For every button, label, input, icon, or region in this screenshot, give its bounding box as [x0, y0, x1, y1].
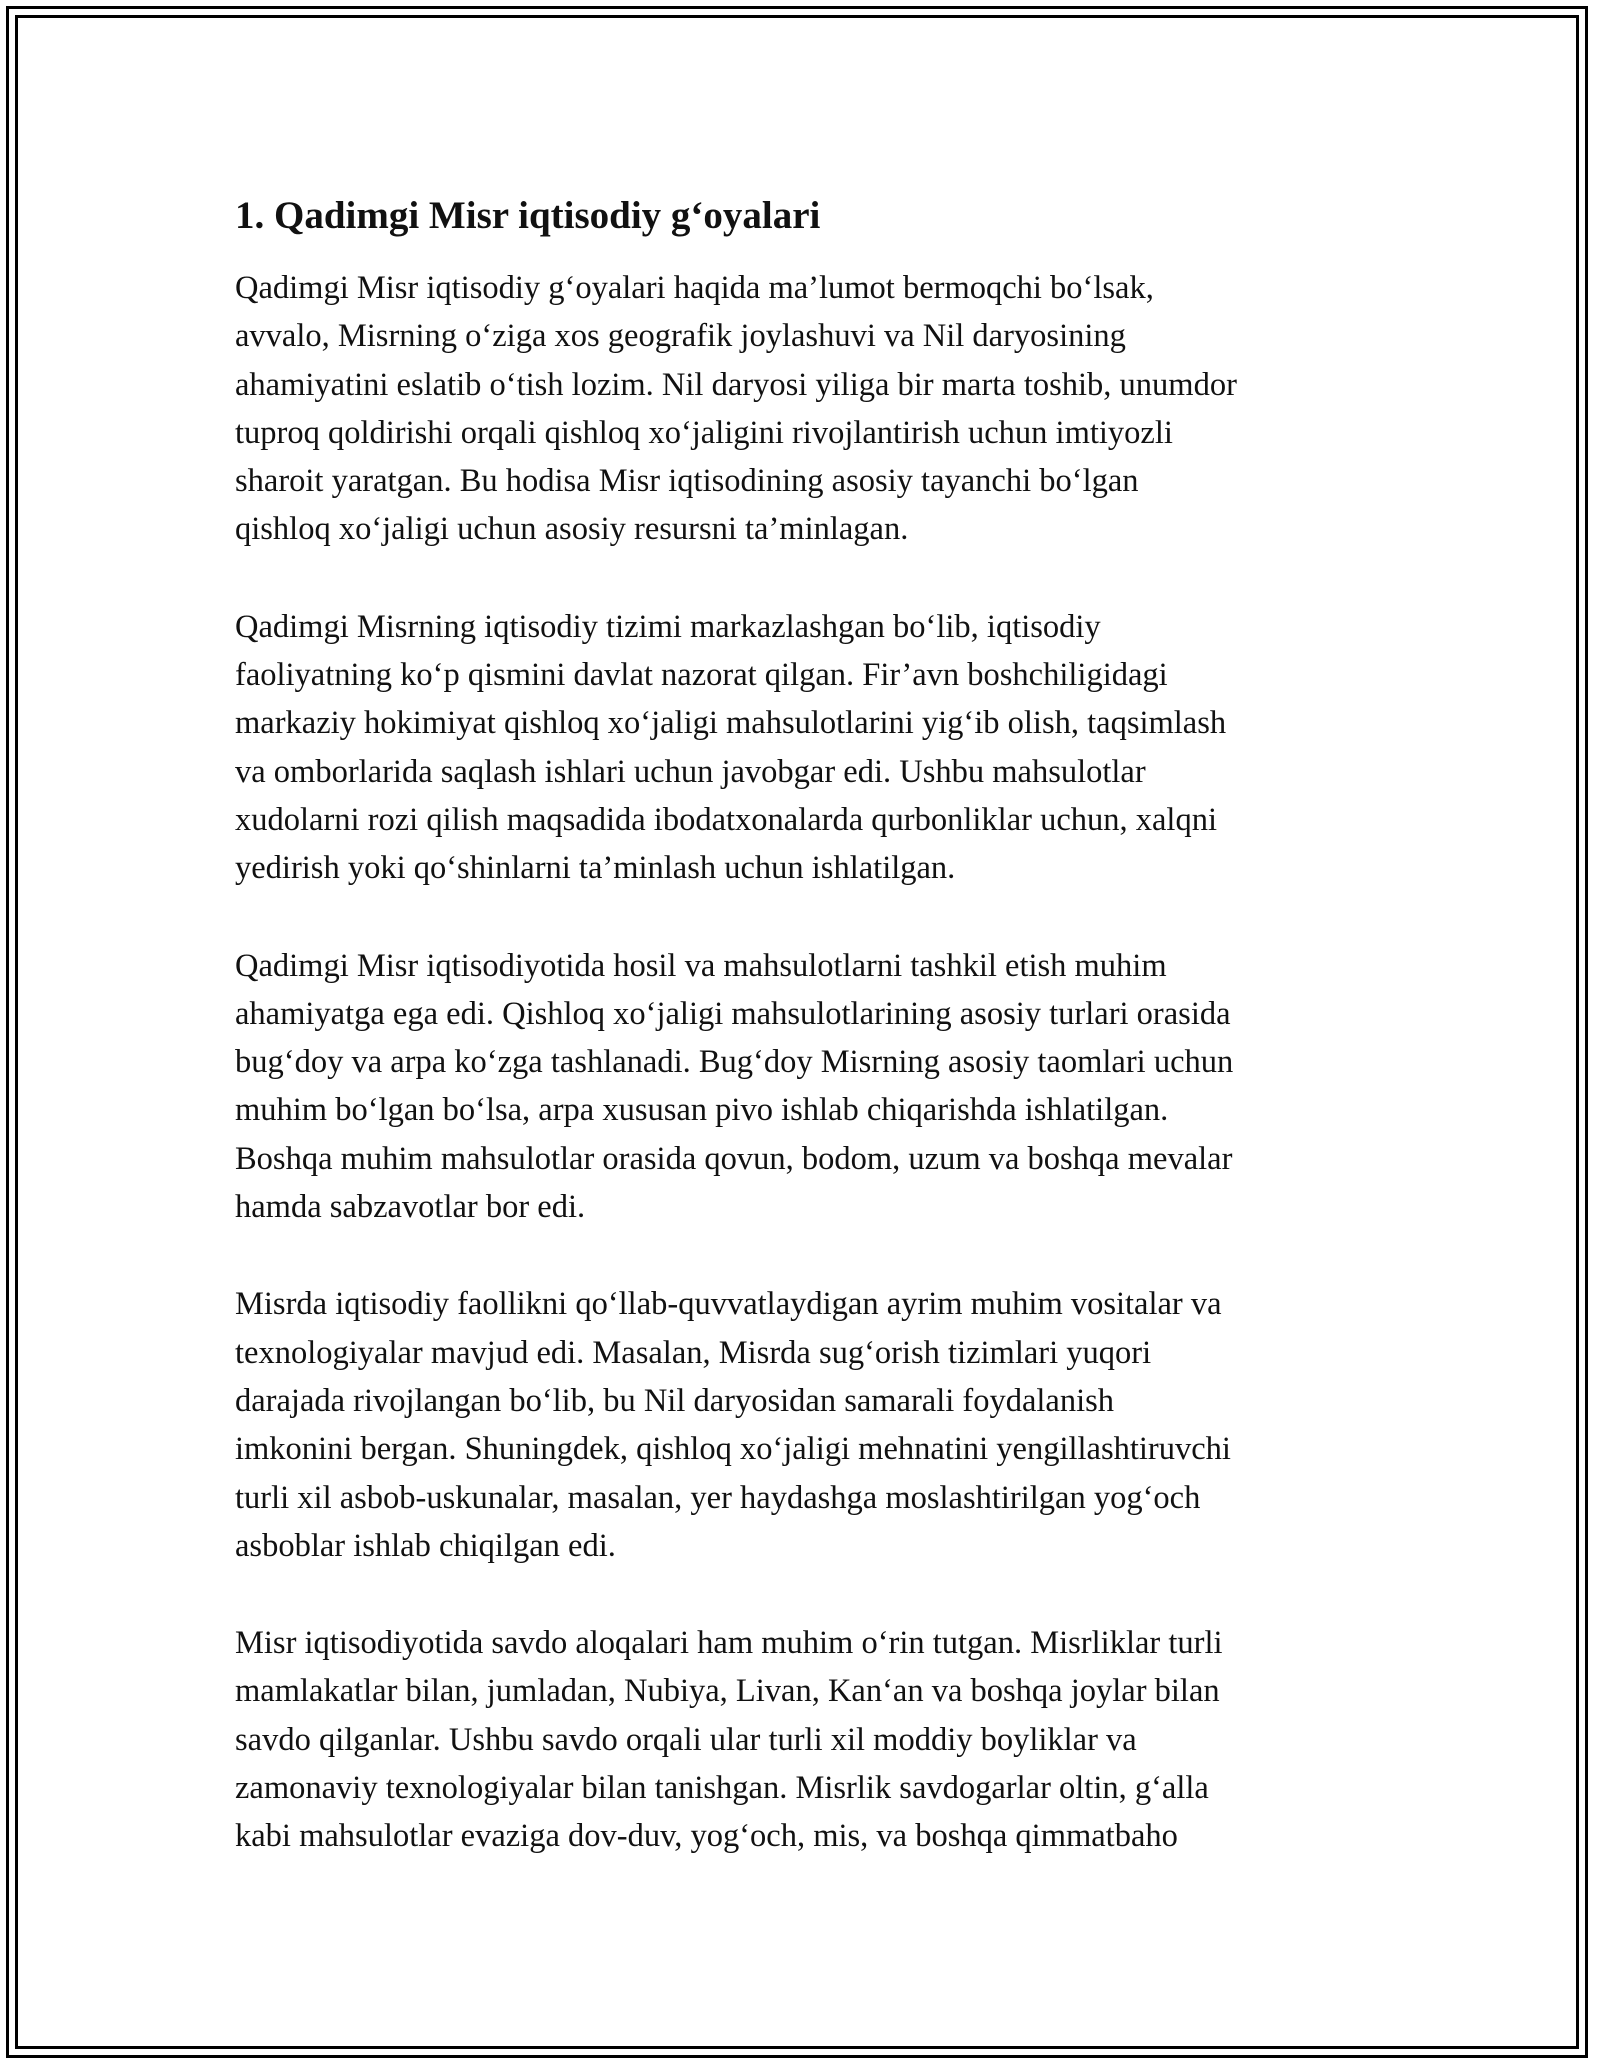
paragraph-3: Qadimgi Misr iqtisodiyotida hosil va mahsulotlarni tashkil etish muhim ahamiyatga ega edi. Qishloq xo‘jaligi mahsulotlarining asosiy turlari orasida bug‘doy va arpa ko‘zga tashlanadi. Bug‘doy Misrning asosiy taomlari uchun muhim bo‘lgan bo‘lsa, arpa xususan pivo ishlab chiqarishda ishlatilgan. Boshqa muhim mahsulotlar orasida qovun, bodom, uzum va boshqa mevalar hamda sabzavotlar bor edi. — [235, 947, 1234, 1226]
paragraph-1: Qadimgi Misr iqtisodiy g‘oyalari haqida ma’lumot bermoqchi bo‘lsak, avvalo, Misrning o‘ziga xos geografik joylashuvi va Nil daryosining ahamiyatini eslatib o‘tish lozim. Nil daryosi yiliga bir marta toshib, unumdor tuproq qoldirishi orqali qishloq xo‘jaligini rivojlantirish uchun imtiyozli sharoit yaratgan. Bu hodisa Misr iqtisodining asosiy tayanchi bo‘lgan qishloq xo‘jaligi uchun asosiy resursni ta’minlagan. — [235, 270, 1237, 548]
section-heading: 1. Qadimgi Misr iqtisodiy g‘oyalari — [235, 194, 821, 237]
document-body — [235, 188, 1375, 1910]
paragraph-2: Qadimgi Misrning iqtisodiy tizimi markazlashgan bo‘lib, iqtisodiy faoliyatning ko‘p qismini davlat nazorat qilgan. Fir’avn boshchiligidagi markaziy hokimiyat qishloq xo‘jaligi mahsulotlarini yig‘ib olish, taqsimlash va omborlarida saqlash ishlari uchun javobgar edi. Ushbu mahsulotlar xudolarni rozi qilish maqsadida ibodatxonalarda qurbonliklar uchun, xalqni yedirish yoki qo‘shinlarni ta’minlash uchun ishlatilgan. — [235, 608, 1227, 887]
paragraph-5: Misr iqtisodiyotida savdo aloqalari ham muhim o‘rin tutgan. Misrliklar turli mamlakatlar bilan, jumladan, Nubiya, Livan, Kan‘an va boshqa joylar bilan savdo qilganlar. Ushbu savdo orqali ular turli xil moddiy boyliklar va zamonaviy texnologiyalar bilan tanishgan. Misrlik savdogarlar oltin, g‘alla kabi mahsulotlar evaziga dov-duv, yog‘och, mis, va boshqa qimmatbaho — [235, 1625, 1223, 1855]
paragraph-4: Misrda iqtisodiy faollikni qo‘llab-quvvatlaydigan ayrim muhim vositalar va texnologiyalar mavjud edi. Masalan, Misrda sug‘orish tizimlari yuqori darajada rivojlangan bo‘lib, bu Nil daryosidan samarali foydalanish imkonini bergan. Shuningdek, qishloq xo‘jaligi mehnatini yengillashtiruvchi turli xil asbob-uskunalar, masalan, yer haydashga moslashtirilgan yog‘och asboblar ishlab chiqilgan edi. — [235, 1286, 1231, 1564]
